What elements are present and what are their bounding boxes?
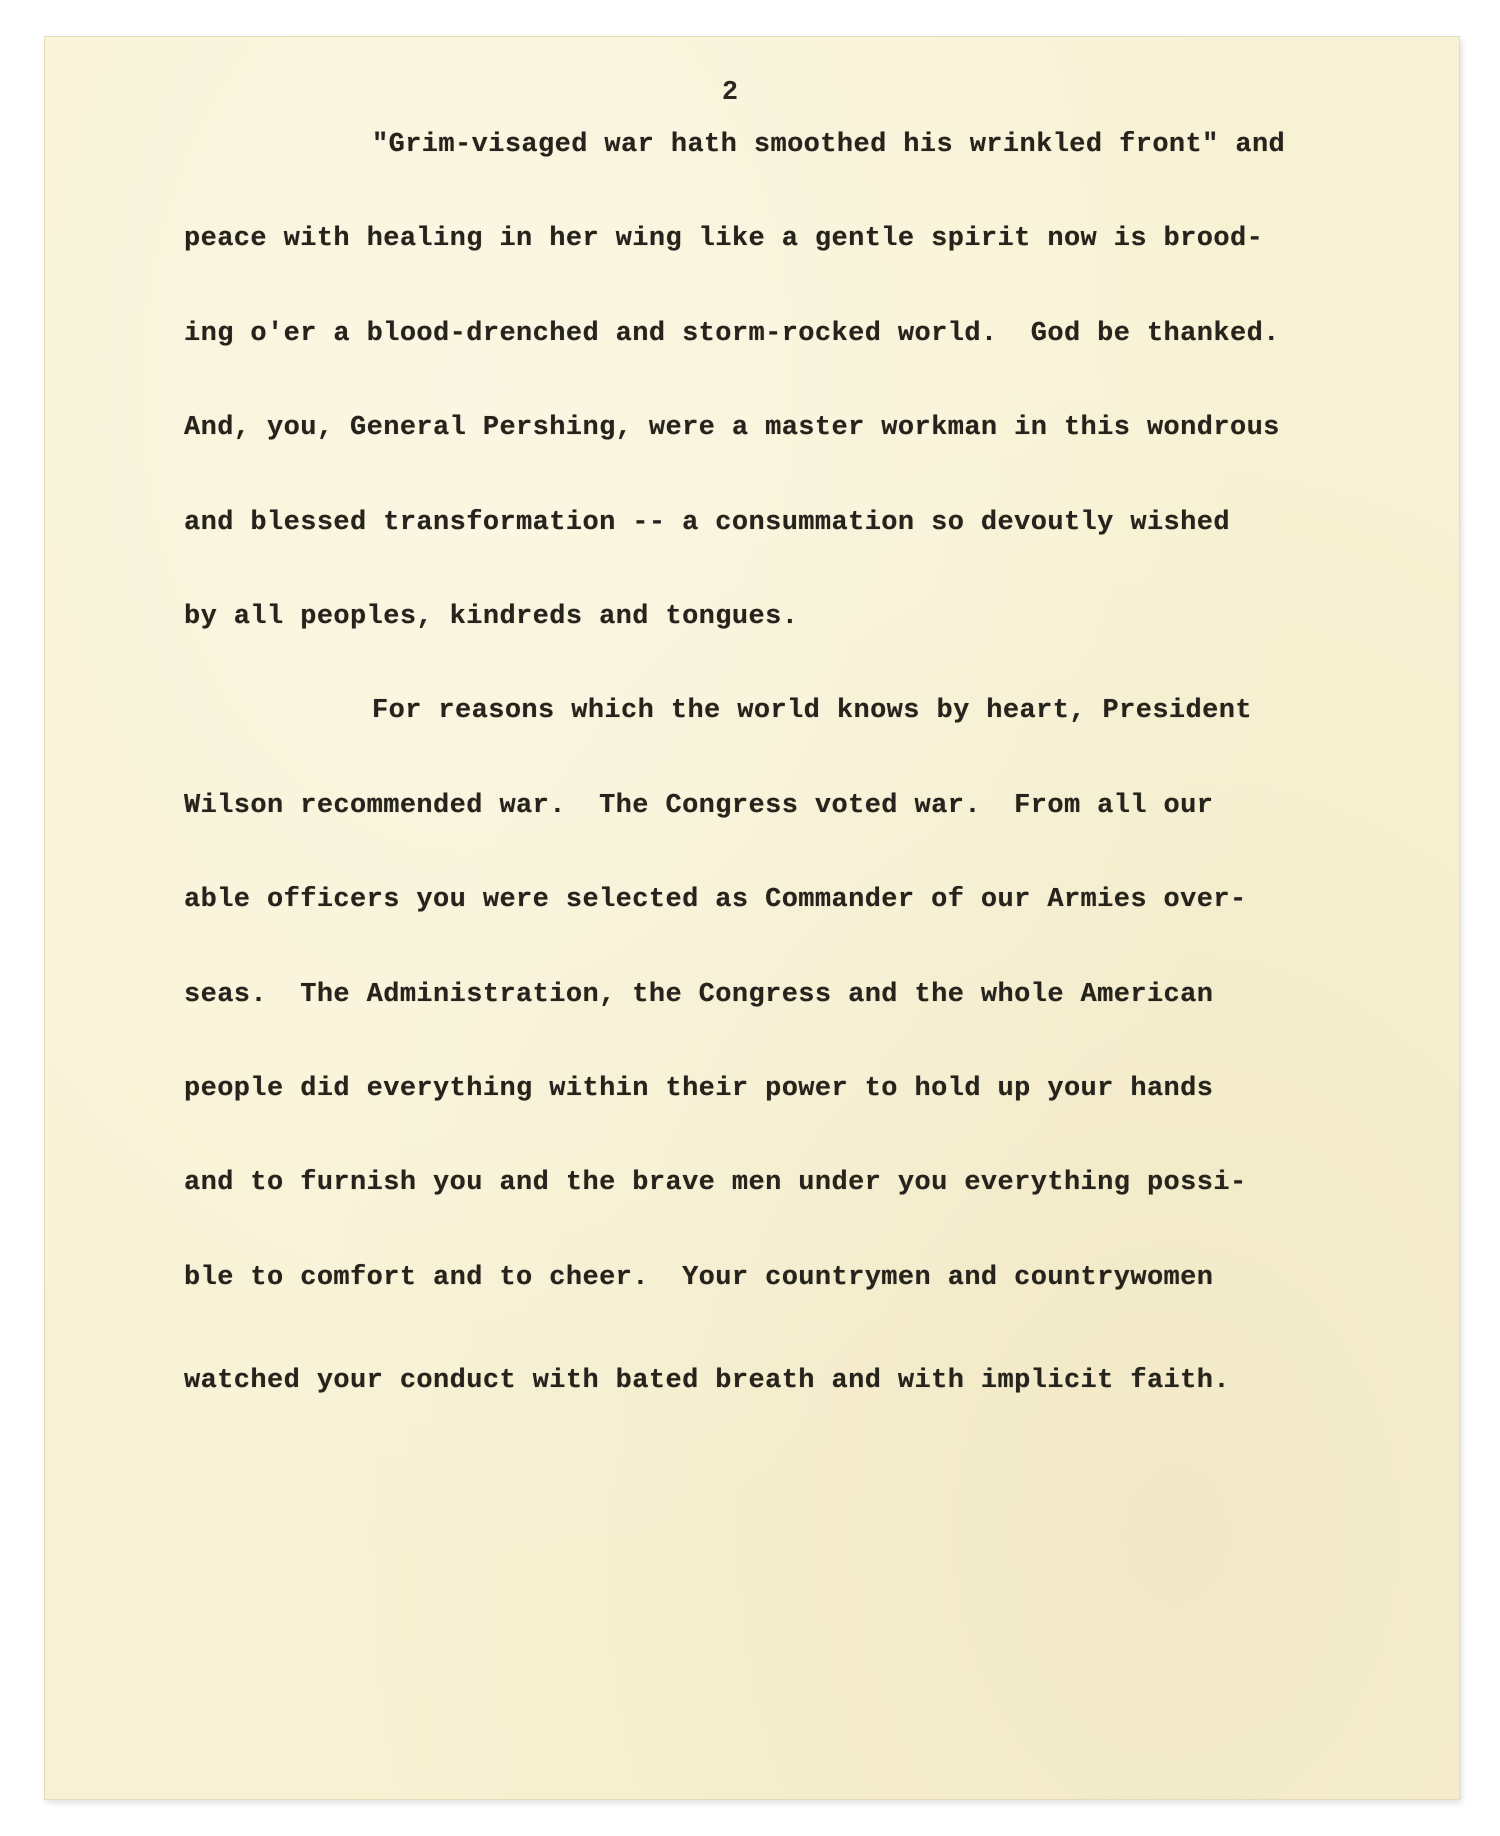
text-line-8: Wilson recommended war. The Congress voted war. From all our [184,791,1214,821]
text-line-11: people did everything within their power to hold up your hands [184,1074,1214,1104]
text-line-6: by all peoples, kindreds and tongues. [184,602,799,632]
text-line-1: "Grim-visaged war hath smoothed his wrinkled front" and [372,130,1286,160]
text-line-14: watched your conduct with bated breath and with implicit faith. [184,1366,1230,1396]
document-page [44,36,1460,1800]
text-line-5: and blessed transformation -- a consummation so devoutly wished [184,508,1230,538]
text-line-12: and to furnish you and the brave men under you everything possi- [184,1168,1247,1198]
text-line-2: peace with healing in her wing like a gentle spirit now is brood- [184,224,1264,254]
text-line-9: able officers you were selected as Commander of our Armies over- [184,885,1247,915]
text-line-10: seas. The Administration, the Congress and the whole American [184,980,1214,1010]
text-line-7: For reasons which the world knows by heart, President [372,696,1252,726]
page-number: 2 [721,78,739,108]
text-line-3: ing o'er a blood-drenched and storm-rocked world. God be thanked. [184,319,1280,349]
text-line-4: And, you, General Pershing, were a master workman in this wondrous [184,413,1280,443]
text-line-13: ble to comfort and to cheer. Your countrymen and countrywomen [184,1263,1214,1293]
